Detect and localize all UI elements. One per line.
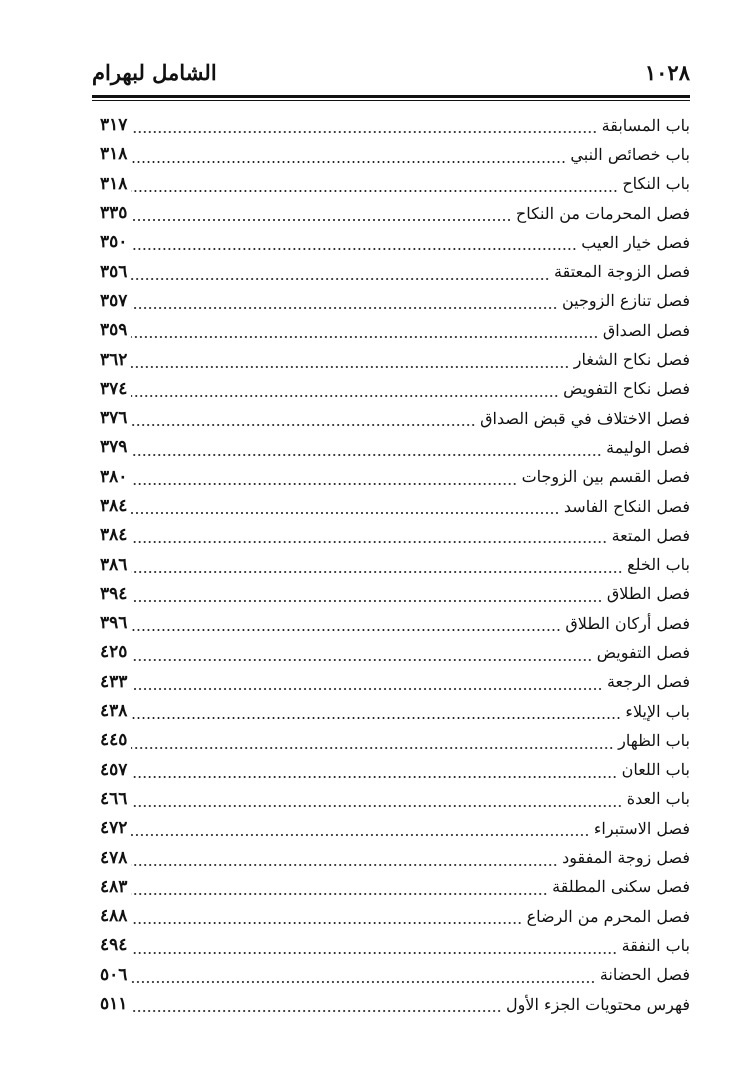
toc-entry-title: فصل النكاح الفاسد [563,496,690,516]
toc-entry-title: فصل زوجة المفقود [562,848,690,868]
toc-entry-title: باب خصائص النبي [570,144,690,164]
toc-leader-dots [131,512,560,514]
toc-leader-dots [131,893,548,895]
toc-entry-page: ٣٨٤ [100,525,128,546]
toc-leader-dots [131,659,592,661]
toc-leader-dots [131,922,522,924]
toc-entry [100,990,690,1019]
toc-entry-title: فصل نكاح الشغار [573,350,690,370]
toc-entry [100,843,690,872]
toc-entry-title: فصل الزوجة المعتقة [554,262,690,282]
toc-leader-dots [131,776,617,778]
toc-entry [100,726,690,755]
toc-leader-dots [131,541,607,543]
toc-entry-title: فصل التفويض [596,642,690,662]
toc-entry [100,756,690,785]
toc-entry [100,463,690,492]
page-header [92,60,690,94]
toc-entry-page: ٤٨٣ [100,876,128,897]
toc-entry [100,345,690,374]
toc-entry [100,785,690,814]
toc-leader-dots [131,629,561,631]
book-title: الشامل لبهرام [92,60,217,85]
toc-entry-title: فصل الرجعة [606,672,690,692]
toc-leader-dots [131,395,559,397]
toc-entry-title: فصل المتعة [611,525,690,545]
toc-entry [100,873,690,902]
toc-entry-page: ٣٨٦ [100,554,128,575]
toc-leader-dots [131,483,517,485]
toc-entry [100,199,690,228]
toc-entry-page: ٣٥٩ [100,320,128,341]
toc-entry-page: ٤٧٨ [100,847,128,868]
toc-entry-page: ٣٧٦ [100,408,128,429]
toc-entry [100,697,690,726]
toc-entry-title: فصل المحرمات من النكاح [515,203,690,223]
toc-leader-dots [131,981,595,983]
toc-leader-dots [131,336,598,338]
toc-entry-page: ٤٣٣ [100,671,128,692]
toc-entry [100,668,690,697]
toc-entry-page: ٤٩٤ [100,935,128,956]
toc-entry-page: ٤٣٨ [100,701,128,722]
toc-entry [100,638,690,667]
toc-entry [100,492,690,521]
toc-entry-page: ٤٢٥ [100,642,128,663]
toc-entry [100,814,690,843]
toc-entry-title: فصل المحرم من الرضاع [526,906,690,926]
toc-entry [100,375,690,404]
toc-entry [100,140,690,169]
toc-entry-page: ٤٤٥ [100,730,128,751]
toc-entry [100,228,690,257]
toc-entry-title: فهرس محتويات الجزء الأول [506,994,690,1014]
toc-entry-title: باب النفقة [621,935,690,955]
toc-entry-page: ٣٨٤ [100,496,128,516]
toc-entry-title: باب الظهار [618,730,690,750]
toc-entry-title: فصل الاستبراء [593,818,690,838]
toc-entry-page: ٤٧٢ [100,818,128,839]
toc-entry-page: ٥١١ [100,994,128,1015]
toc-entry-page: ٣٩٦ [100,613,128,634]
toc-leader-dots [131,805,622,807]
toc-entry-title: فصل أركان الطلاق [565,613,690,633]
toc-leader-dots [131,278,550,280]
toc-entry [100,580,690,609]
toc-entry-page: ٤٨٨ [100,906,128,927]
toc-entry [100,550,690,579]
toc-leader-dots [131,952,617,954]
toc-entry [100,287,690,316]
toc-entry-title: فصل الطلاق [606,584,690,604]
toc-entry-title: فصل تنازع الزوجين [561,291,690,311]
toc-entry-title: فصل الوليمة [606,437,690,457]
toc-entry-page: ٤٦٦ [100,788,128,809]
toc-entry-title: فصل الصداق [602,320,690,340]
toc-leader-dots [131,571,623,573]
toc-entry-title: فصل الحضانة [599,965,690,985]
toc-leader-dots [131,1010,502,1012]
toc-entry-title: فصل خيار العيب [581,232,690,252]
toc-entry-page: ٣١٨ [100,173,128,194]
toc-leader-dots [131,219,512,221]
toc-entry-page: ٣٣٥ [100,203,128,224]
toc-entry-page: ٣٩٤ [100,583,128,604]
toc-entry-page: ٣١٨ [100,144,128,165]
toc-leader-dots [131,454,602,456]
toc-entry-page: ٣٥٠ [100,232,128,253]
header-rule-thin [92,100,690,101]
page-number: ١٠٢٨ [644,60,690,85]
toc-entry-title: فصل الاختلاف في قبض الصداق [480,408,690,428]
toc-entry [100,404,690,433]
toc-entry [100,111,690,140]
toc-entry-page: ٣٧٤ [100,378,128,399]
header-rule-thick [92,95,690,98]
toc-entry [100,961,690,990]
toc-entry-title: فصل سكنى المطلقة [552,877,690,897]
toc-leader-dots [131,307,558,309]
toc-entry [100,316,690,345]
toc-entry-page: ٣٥٧ [100,290,128,311]
toc-entry-title: باب الإيلاء [625,701,690,721]
toc-entry-title: فصل نكاح التفويض [563,379,690,399]
toc-leader-dots [131,834,589,836]
toc-entry-page: ٣٨٠ [100,466,128,487]
toc-entry-page: ٤٥٧ [100,759,128,780]
toc-entry [100,170,690,199]
toc-entry-page: ٣٧٩ [100,437,128,458]
toc-leader-dots [131,747,614,749]
toc-entry-title: باب العدة [626,789,690,809]
toc-leader-dots [131,424,476,426]
toc-entry [100,931,690,960]
toc-entry-title: باب اللعان [621,760,690,780]
toc-leader-dots [131,366,569,368]
toc-leader-dots [131,161,566,163]
toc-entry-title: فصل القسم بين الزوجات [521,467,690,487]
toc-entry-page: ٣١٧ [100,115,128,136]
toc-entry [100,521,690,550]
table-of-contents [100,111,690,1019]
toc-entry-page: ٣٦٢ [100,349,128,370]
toc-entry-page: ٣٥٦ [100,261,128,282]
toc-leader-dots [131,717,621,719]
toc-leader-dots [131,248,577,250]
toc-leader-dots [131,131,597,133]
toc-entry [100,433,690,462]
toc-entry [100,902,690,931]
toc-leader-dots [131,688,603,690]
toc-entry [100,257,690,286]
toc-entry-title: باب المسابقة [601,115,690,135]
toc-entry [100,609,690,638]
toc-leader-dots [131,864,558,866]
toc-entry-title: باب النكاح [622,174,690,194]
toc-entry-title: باب الخلع [627,555,690,575]
toc-entry-page: ٥٠٦ [100,964,128,985]
toc-leader-dots [131,190,618,192]
toc-leader-dots [131,600,602,602]
